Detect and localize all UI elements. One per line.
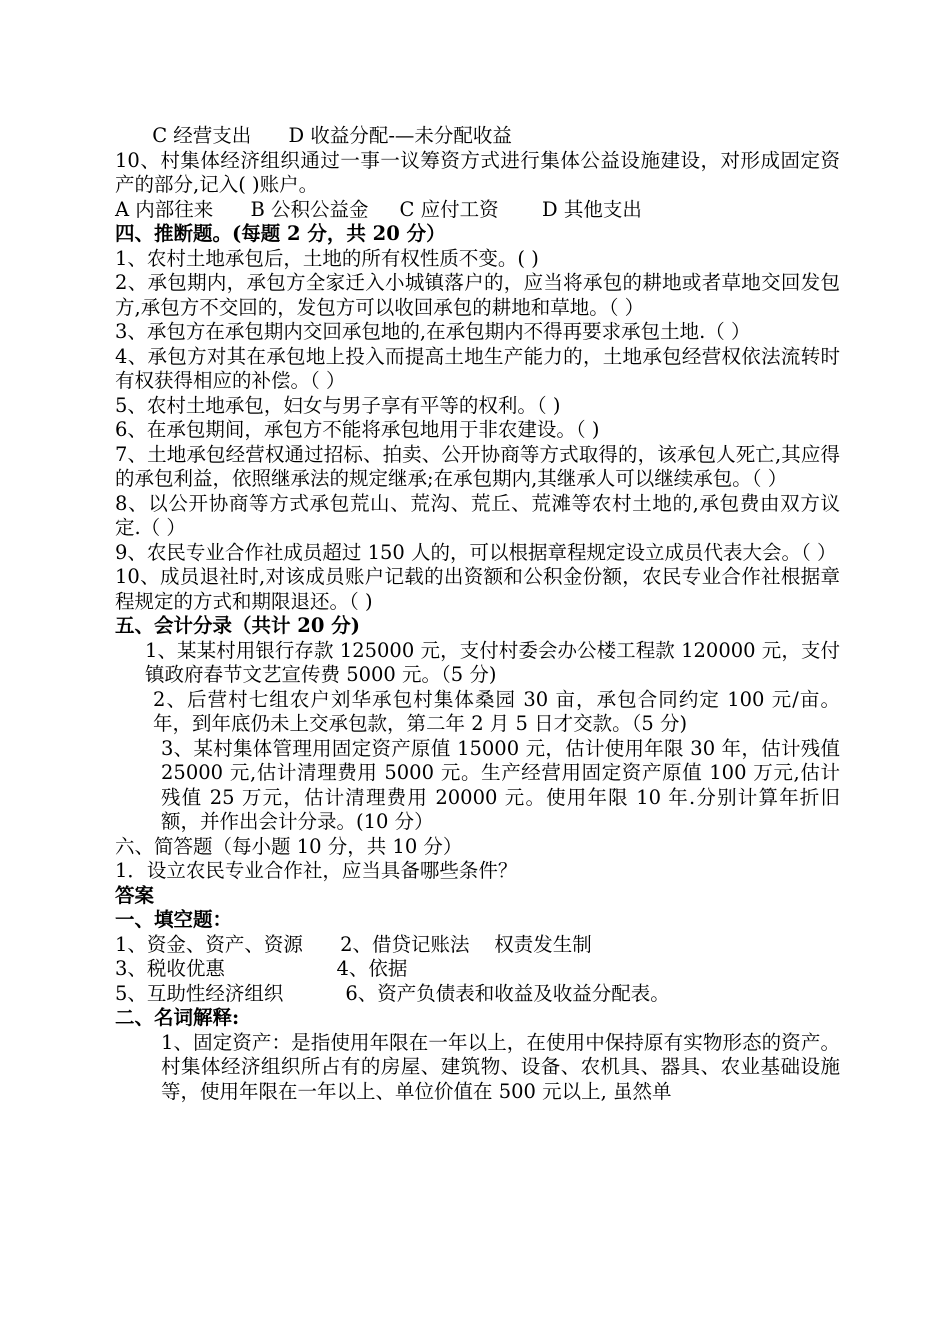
answers-fill-blank-row-3: 5、互助性经济组织 6、资产负债表和收益及收益分配表。 (115, 981, 670, 1005)
judgment-item-7: 7、土地承包经营权通过招标、拍卖、公开协商等方式取得的，该承包人死亡,其应得的承包利益，依照继承法的规定继承;在承包期内,其继承人可以继续承包。（ ） (115, 442, 840, 490)
judgment-item-6: 6、在承包期间，承包方不能将承包地用于非农建设。（ ) (115, 418, 600, 441)
answers-fill-blank-heading: 一、填空题： (115, 908, 233, 931)
option-line-c-d: C 经营支出 D 收益分配-—未分配收益 (115, 124, 512, 147)
accounting-item-3: 3、某村集体管理用固定资产原值 15000 元，估计使用年限 30 年，估计残值 25000 元,估计清理费用 5000 元。生产经营用固定资产原值 100 万元,估计残值 25 万元，估计清理费用 20000 元。使用年限 10 年.分别计算年折旧额，并作出会计分录。(10 分） (161, 736, 840, 833)
answers-heading: 答案 (115, 883, 155, 907)
judgment-item-10: 10、成员退社时,对该成员账户记载的出资额和公积金份额，农民专业合作社根据章程规定的方式和期限退还。（ ) (115, 565, 840, 613)
judgment-item-9: 9、农民专业合作社成员超过 150 人的，可以根据章程规定设立成员代表大会。（ ） (115, 540, 837, 564)
judgment-item-4: 4、承包方对其在承包地上投入而提高土地生产能力的，土地承包经营权依法流转时有权获得相应的补偿。（ ） (115, 344, 840, 392)
short-answer-item-1: 1．设立农民专业合作社，应当具备哪些条件？ (115, 859, 518, 882)
section-6-heading: 六、简答题（每小题 10 分，共 10 分） (115, 834, 463, 858)
answers-fill-blank-row-1: 1、资金、资产、资源 2、借贷记账法 权责发生制 (115, 932, 592, 956)
answers-fill-blank-row-2: 3、税收优惠 4、依据 (115, 957, 408, 980)
judgment-item-3: 3、承包方在承包期内交回承包地的,在承包期内不得再要求承包土地.（ ） (115, 320, 751, 343)
question-10: 10、村集体经济组织通过一事一议筹资方式进行集体公益设施建设，对形成固定资产的部分,记入( )账户。 (115, 148, 840, 196)
answers-terms-heading: 二、名词解释: (115, 1006, 240, 1029)
section-4-heading: 四、推断题。(每题 2 分，共 20 分） (115, 222, 446, 245)
question-10-options: A 内部往来 B 公积公益金 C 应付工资 D 其他支出 (115, 197, 642, 221)
accounting-item-2: 2、后营村七组农户刘华承包村集体桑园 30 亩，承包合同约定 100 元/亩。年，到年底仍未上交承包款，第二年 2 月 5 日才交款。（5 分) (153, 687, 840, 735)
judgment-item-2: 2、承包期内，承包方全家迁入小城镇落户的，应当将承包的耕地或者草地交回发包方,承包方不交回的，发包方可以收回承包的耕地和草地。（ ） (115, 271, 840, 319)
answers-term-1: 1、固定资产：是指使用年限在一年以上，在使用中保持原有实物形态的资产。村集体经济组织所占有的房屋、建筑物、设备、农机具、器具、农业基础设施等，使用年限在一年以上、单位价值在 500 元以上, 虽然单 (161, 1030, 840, 1103)
judgment-item-5: 5、农村土地承包，妇女与男子享有平等的权利。（ ) (115, 393, 561, 417)
document-page (115, 124, 840, 1104)
section-5-heading: 五、会计分录（共计 20 分) (115, 614, 360, 637)
judgment-item-8: 8、以公开协商等方式承包荒山、荒沟、荒丘、荒滩等农村土地的,承包费由双方议定.（ ） (115, 491, 840, 539)
judgment-item-1: 1、农村土地承包后，土地的所有权性质不变。( ) (115, 246, 539, 270)
accounting-item-1: 1、某某村用银行存款 125000 元，支付村委会办公楼工程款 120000 元，支付镇政府春节文艺宣传费 5000 元。（5 分) (145, 638, 840, 686)
